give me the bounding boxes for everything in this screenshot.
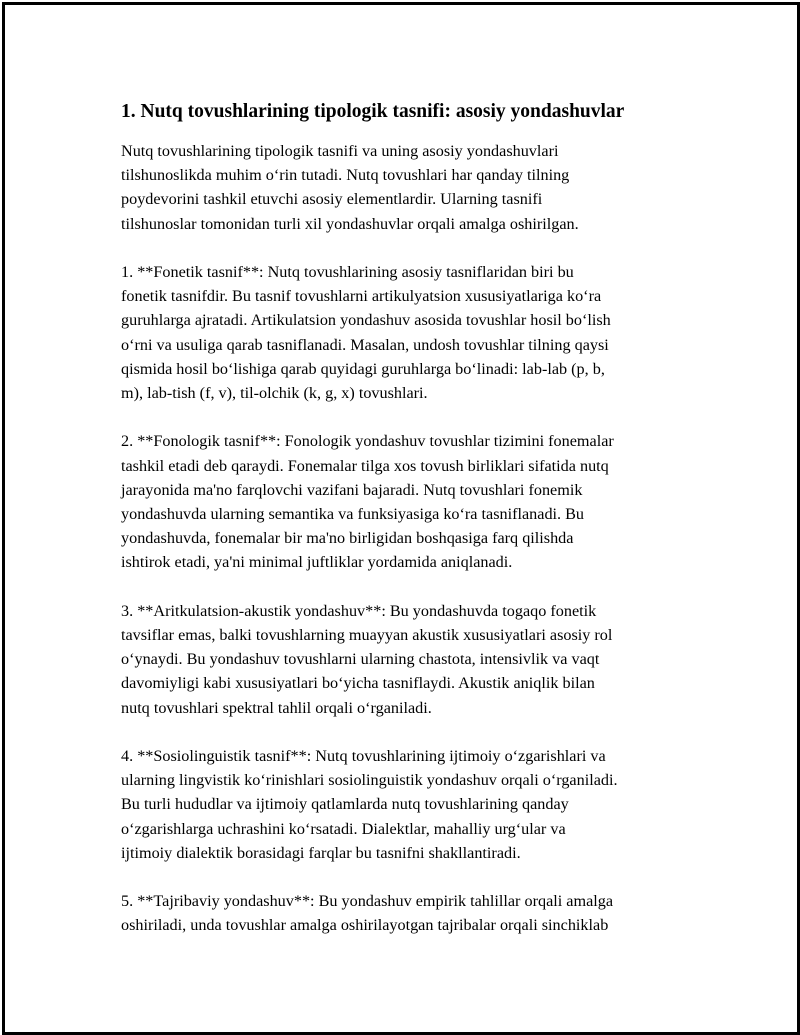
text-line: Bu turli hududlar va ijtimoiy qatlamlarda nutq tovushlarining qanday: [121, 795, 569, 814]
paragraph-intro: [121, 139, 701, 236]
text-line: qismida hosil bo‘lishiga qarab quyidagi guruhlarga bo‘linadi: lab-lab (p, b,: [121, 359, 605, 378]
page-frame: [2, 2, 800, 1035]
paragraph-tajribaviy-yondashuv: [121, 889, 701, 937]
text-line: 3. **Aritkulatsion-akustik yondashuv**: Bu yondashuvda togaqo fonetik: [121, 601, 597, 620]
paragraph-fonetik-tasnif: [121, 260, 701, 405]
paragraph-sosiolinguistik-tasnif: [121, 744, 701, 865]
text-line: o‘ynaydi. Bu yondashuv tovushlarni ularning chastota, intensivlik va vaqt: [121, 650, 600, 669]
text-line: tilshunoslikda muhim o‘rin tutadi. Nutq tovushlari har qanday tilning: [121, 166, 570, 185]
text-line: poydevorini tashkil etuvchi asosiy elementlardir. Ularning tasnifi: [121, 190, 543, 209]
text-line: oshiriladi, unda tovushlar amalga oshirilayotgan tajribalar orqali sinchiklab: [121, 916, 609, 935]
paragraph-fonologik-tasnif: [121, 429, 701, 574]
text-line: fonetik tasnifdir. Bu tasnif tovushlarni artikulyatsion xususiyatlariga ko‘ra: [121, 287, 602, 306]
text-line: yondashuvda, fonemalar bir ma'no birligidan boshqasiga farq qilishda: [121, 529, 574, 548]
text-line: tavsiflar emas, balki tovushlarning muayyan akustik xususiyatlari asosiy rol: [121, 626, 613, 645]
text-line: tilshunoslar tomonidan turli xil yondashuvlar orqali amalga oshirilgan.: [121, 214, 579, 233]
text-line: jarayonida ma'no farqlovchi vazifani bajaradi. Nutq tovushlari fonemik: [121, 480, 583, 499]
text-line: m), lab-tish (f, v), til-olchik (k, g, x) tovushlari.: [121, 384, 428, 403]
text-line: Nutq tovushlarining tipologik tasnifi va uning asosiy yondashuvlari: [121, 142, 559, 160]
text-line: yondashuvda ularning semantika va funksiyasiga ko‘ra tasniflanadi. Bu: [121, 505, 585, 524]
text-line: tashkil etadi deb qaraydi. Fonemalar tilga xos tovush birliklari sifatida nutq: [121, 456, 609, 475]
text-line: 4. **Sosiolinguistik tasnif**: Nutq tovushlarining ijtimoiy o‘zgarishlari va: [121, 747, 606, 766]
text-line: davomiyligi kabi xususiyatlari bo‘yicha tasniflaydi. Akustik aniqlik bilan: [121, 674, 595, 693]
text-line: 5. **Tajribaviy yondashuv**: Bu yondashuv empirik tahlillar orqali amalga: [121, 892, 614, 911]
text-line: ijtimoiy dialektik borasidagi farqlar bu tasnifni shakllantiradi.: [121, 843, 521, 862]
text-line: 2. **Fonologik tasnif**: Fonologik yondashuv tovushlar tizimini fonemalar: [121, 432, 614, 451]
text-line: ularning lingvistik ko‘rinishlari sosiolinguistik yondashuv orqali o‘rganiladi.: [121, 771, 618, 790]
text-line: o‘zgarishlarga uchrashini ko‘rsatadi. Dialektlar, mahalliy urg‘ular va: [121, 819, 566, 838]
text-line: 1. **Fonetik tasnif**: Nutq tovushlarining asosiy tasniflaridan biri bu: [121, 263, 574, 281]
text-line: nutq tovushlari spektral tahlil orqali o‘rganiladi.: [121, 698, 432, 717]
text-line: o‘rni va usuliga qarab tasniflanadi. Masalan, undosh tovushlar tilning qaysi: [121, 335, 609, 354]
text-line: guruhlarga ajratadi. Artikulatsion yondashuv asosida tovushlar hosil bo‘lish: [121, 311, 611, 330]
document-body: [121, 99, 701, 962]
paragraph-akustik-yondashuv: [121, 599, 701, 720]
document-title: 1. Nutq tovushlarining tipologik tasnifi: asosiy yondashuvlar: [121, 101, 625, 122]
text-line: ishtirok etadi, ya'ni minimal juftliklar yordamida aniqlanadi.: [121, 553, 513, 572]
